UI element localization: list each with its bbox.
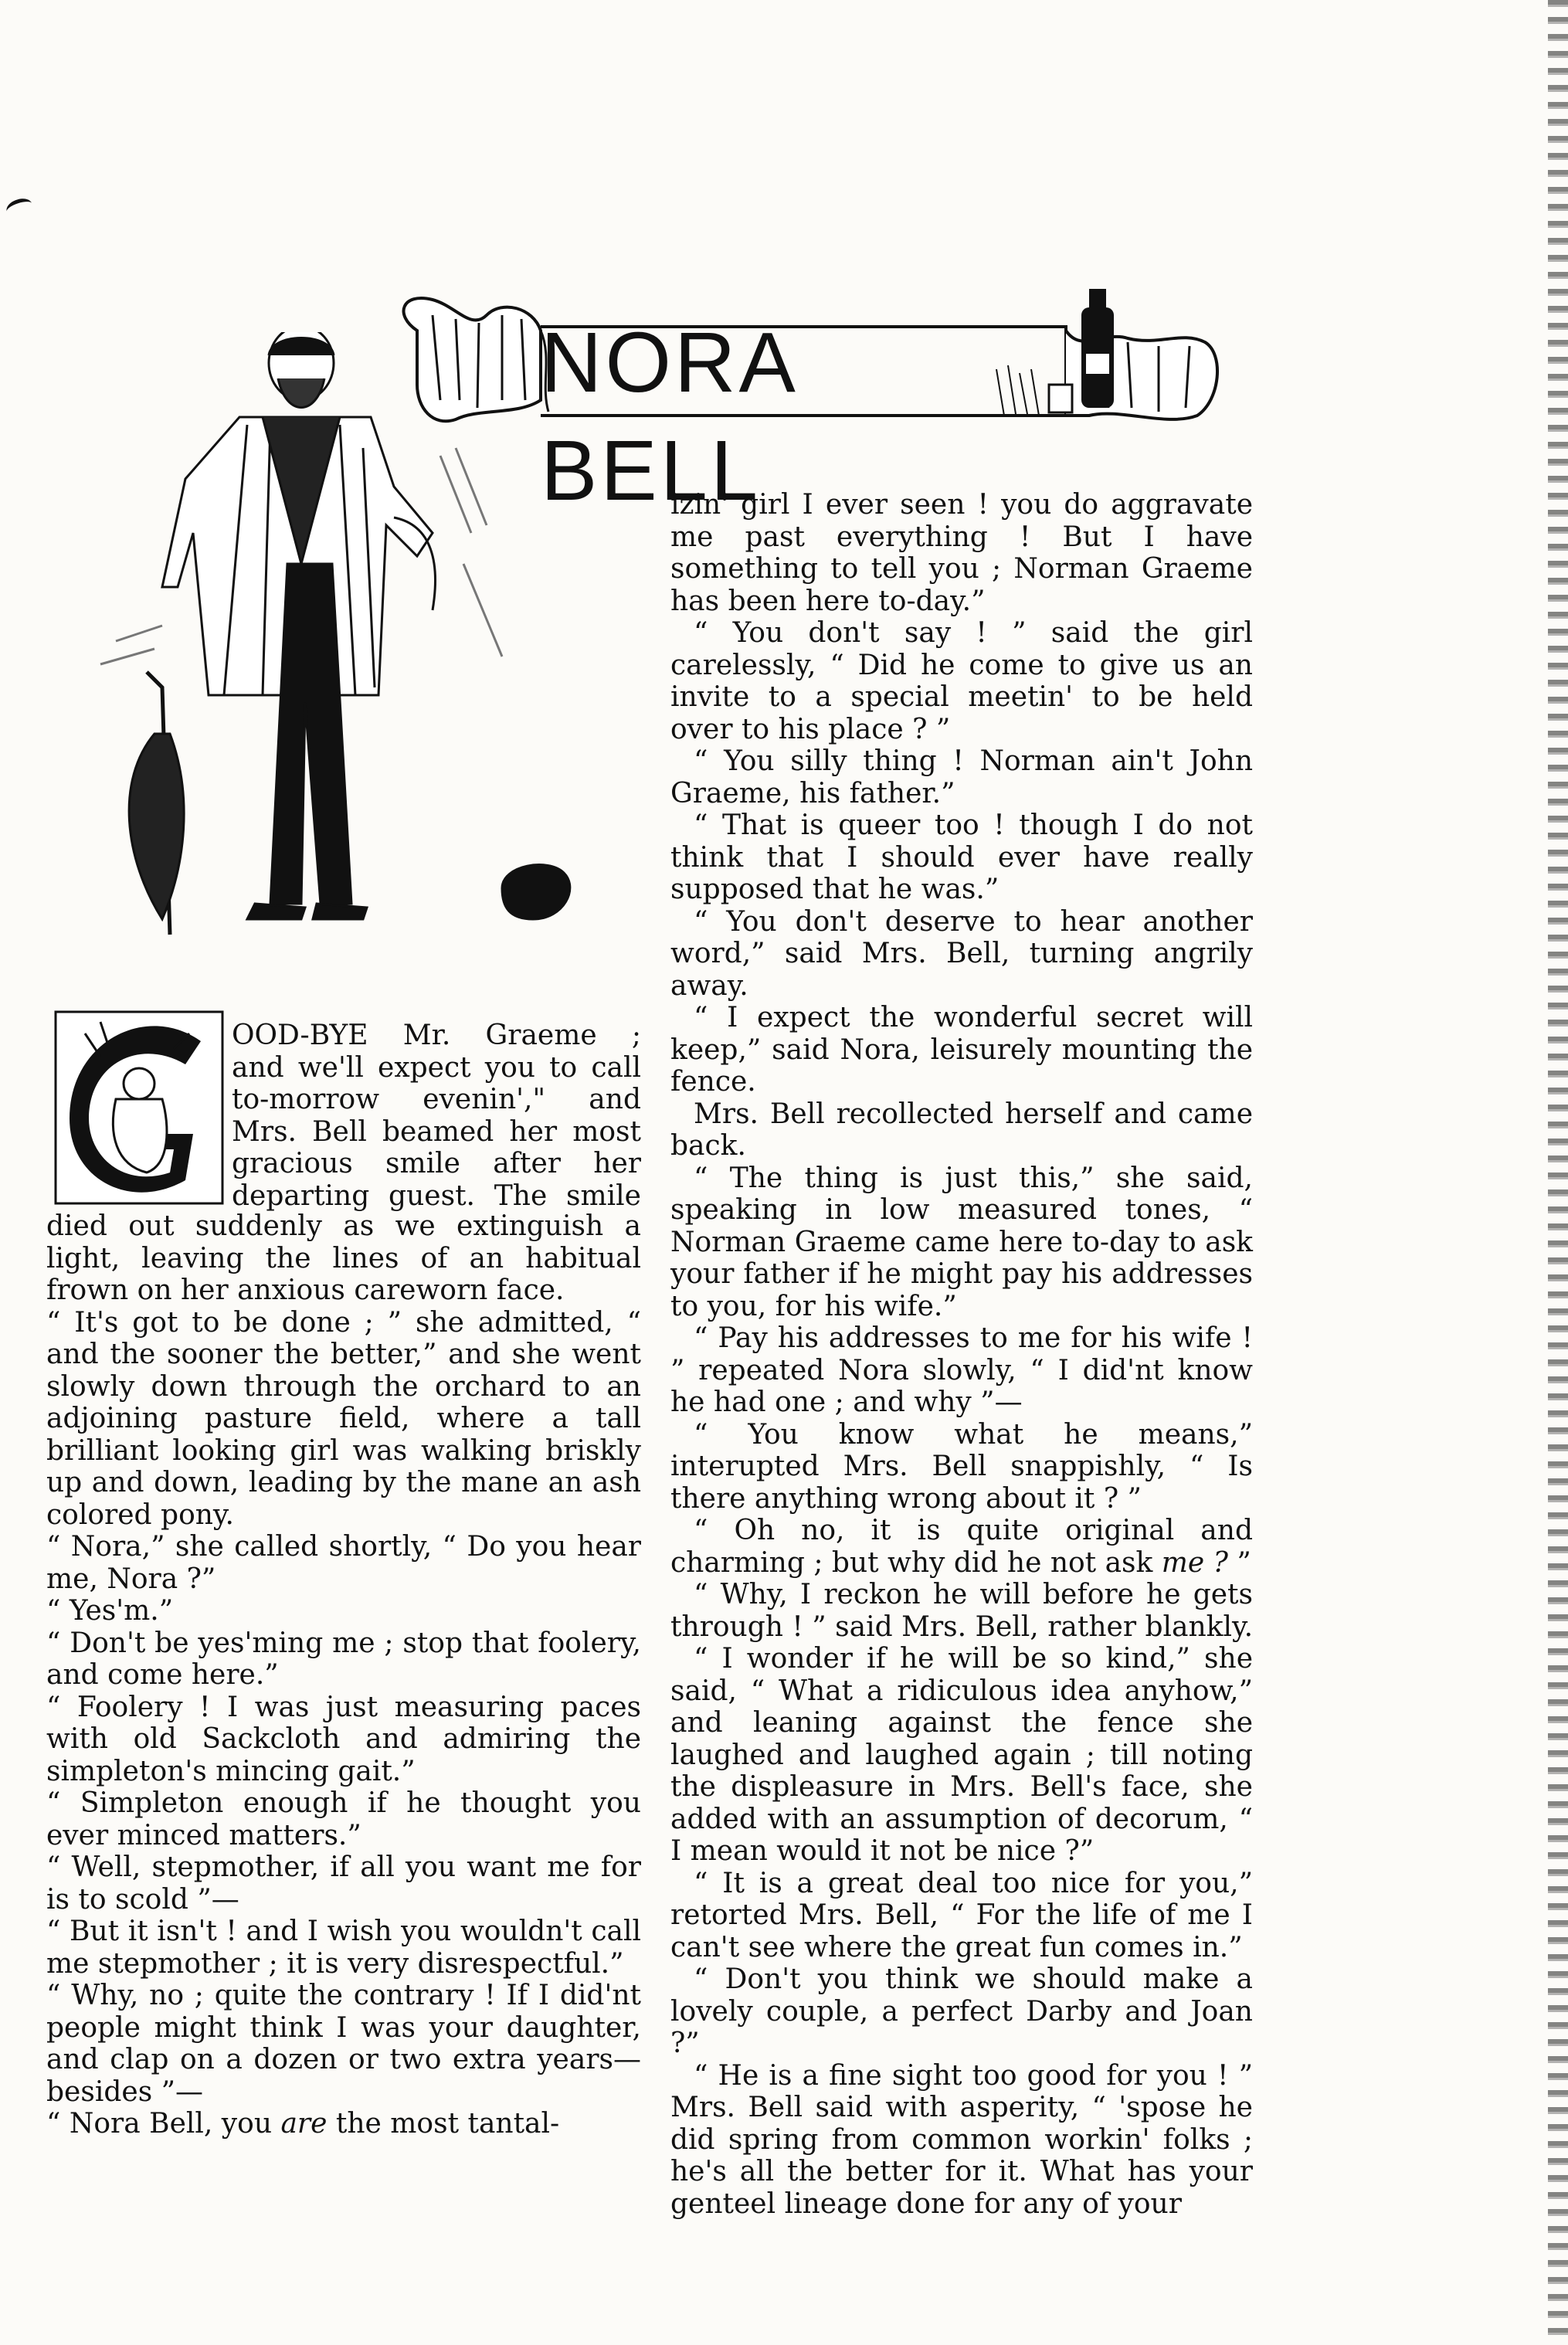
paragraph: “ That is queer too ! though I do not think that I should ever have really supposed that he was.” (670, 809, 1253, 905)
opening-line: OOD-BYE Mr. Graeme ; (232, 1020, 641, 1051)
opening-line: Mrs. Bell beamed her most (232, 1115, 641, 1148)
paragraph: “ Pay his addresses to me for his wife ! ” repeated Nora slowly, “ I did'nt know he had one ; and why ”— (670, 1322, 1253, 1418)
paragraph: “ I wonder if he will be so kind,” she said, “ What a ridiculous idea anyhow,” and leaning against the fence she laughed and laughed again ; till noting the displeasure in Mrs. Bell's face, she added with an assumption of decorum, “ I mean would it not be nice ?” (670, 1643, 1253, 1867)
page-edge-shadow (1548, 0, 1568, 2345)
paragraph: “ It is a great deal too nice for you,” retorted Mrs. Bell, “ For the life of me I can't see where the great fun comes in.” (670, 1867, 1253, 1963)
paragraph: “ Simpleton enough if he thought you ever minced matters.” (46, 1787, 641, 1851)
paragraph: “ Don't be yes'ming me ; stop that foolery, and come here.” (46, 1627, 641, 1691)
text-run: “ Nora Bell, you (46, 2108, 281, 2140)
paragraph: “ You silly thing ! Norman ain't John Graeme, his father.” (670, 745, 1253, 809)
opening-line: departing guest. The smile (232, 1179, 641, 1212)
left-column (46, 1210, 641, 2140)
paragraph: “ Well, stepmother, if all you want me for is to scold ”— (46, 1851, 641, 1916)
paragraph: “ Yes'm.” (46, 1595, 174, 1627)
paragraph: izin' girl I ever seen ! you do aggravate me past everything ! But I have something to tell you ; Norman Graeme has been here to-day.” (670, 489, 1253, 617)
paragraph (46, 2108, 641, 2140)
paragraph: “ You know what he means,” interupted Mrs. Bell snappishly, “ Is there anything wrong about it ? ” (670, 1418, 1253, 1515)
emphasis: me ? (1161, 1546, 1228, 1579)
article-title: NORA BELL (541, 315, 794, 518)
paragraph: “ You don't say ! ” said the girl carelessly, “ Did he come to give us an invite to a special meetin' to be held over to his place ? ” (670, 617, 1253, 745)
paragraph: “ You don't deserve to hear another word,” said Mrs. Bell, turning angrily away. (670, 905, 1253, 1002)
paragraph: Mrs. Bell recollected herself and came back. (670, 1098, 1253, 1162)
opening-lines (232, 1020, 641, 1212)
paragraph: died out suddenly as we extinguish a light, leaving the lines of an habitual frown on her anxious careworn face. (46, 1210, 641, 1306)
right-column (670, 489, 1253, 2220)
paragraph: “ Don't you think we should make a lovely couple, a perfect Darby and Joan ?” (670, 1963, 1253, 2059)
paragraph: “ Why, no ; quite the contrary ! If I did'nt people might think I was your daughter, and clap on a dozen or two extra years—besides ”— (46, 1980, 641, 2108)
opening-line: and we'll expect you to call (232, 1051, 641, 1084)
paragraph: “ It's got to be done ; ” she admitted, “ and the sooner the better,” and she went slowly down through the orchard to an adjoining pasture field, where a tall brilliant looking girl was walking briskly up and down, leading by the mane an ash colored pony. (46, 1306, 641, 1531)
paragraph: “ Why, I reckon he will before he gets through ! ” said Mrs. Bell, rather blankly. (670, 1579, 1254, 1643)
text-run: the most tantal- (327, 2108, 560, 2140)
text-run: ” (1227, 1546, 1251, 1579)
paragraph (670, 1515, 1253, 1579)
paragraph: “ But it isn't ! and I wish you wouldn't call me stepmother ; it is very disrespectful.” (46, 1916, 641, 1980)
dropcap-ornament (54, 1010, 224, 1205)
paragraph: “ The thing is just this,” she said, speaking in low measured tones, “ Norman Graeme came here to-day to ask your father if he might pay his addresses to you, for his wife.” (670, 1162, 1253, 1322)
gentleman-illustration (70, 332, 657, 973)
ink-mark (5, 195, 35, 219)
paragraph: “ Foolery ! I was just measuring paces with old Sackcloth and admiring the simpleton's mincing gait.” (46, 1691, 641, 1787)
paragraph: “ He is a fine sight too good for you ! ” Mrs. Bell said with asperity, “ 'spose he did spring from common workin' folks ; he's all the better for it. What has your genteel lineage done for any of your (670, 2059, 1253, 2220)
paragraph: “ Nora,” she called shortly, “ Do you hear me, Nora ?” (46, 1531, 641, 1595)
emphasis: are (280, 2108, 328, 2140)
paragraph: “ I expect the wonderful secret will keep,” said Nora, leisurely mounting the fence. (670, 1002, 1253, 1098)
text-run: “ Oh no, it is quite original and charming ; but why did he not ask (670, 1515, 1253, 1579)
opening-line: gracious smile after her (232, 1148, 641, 1179)
opening-line: to-morrow evenin'," and (232, 1084, 641, 1115)
